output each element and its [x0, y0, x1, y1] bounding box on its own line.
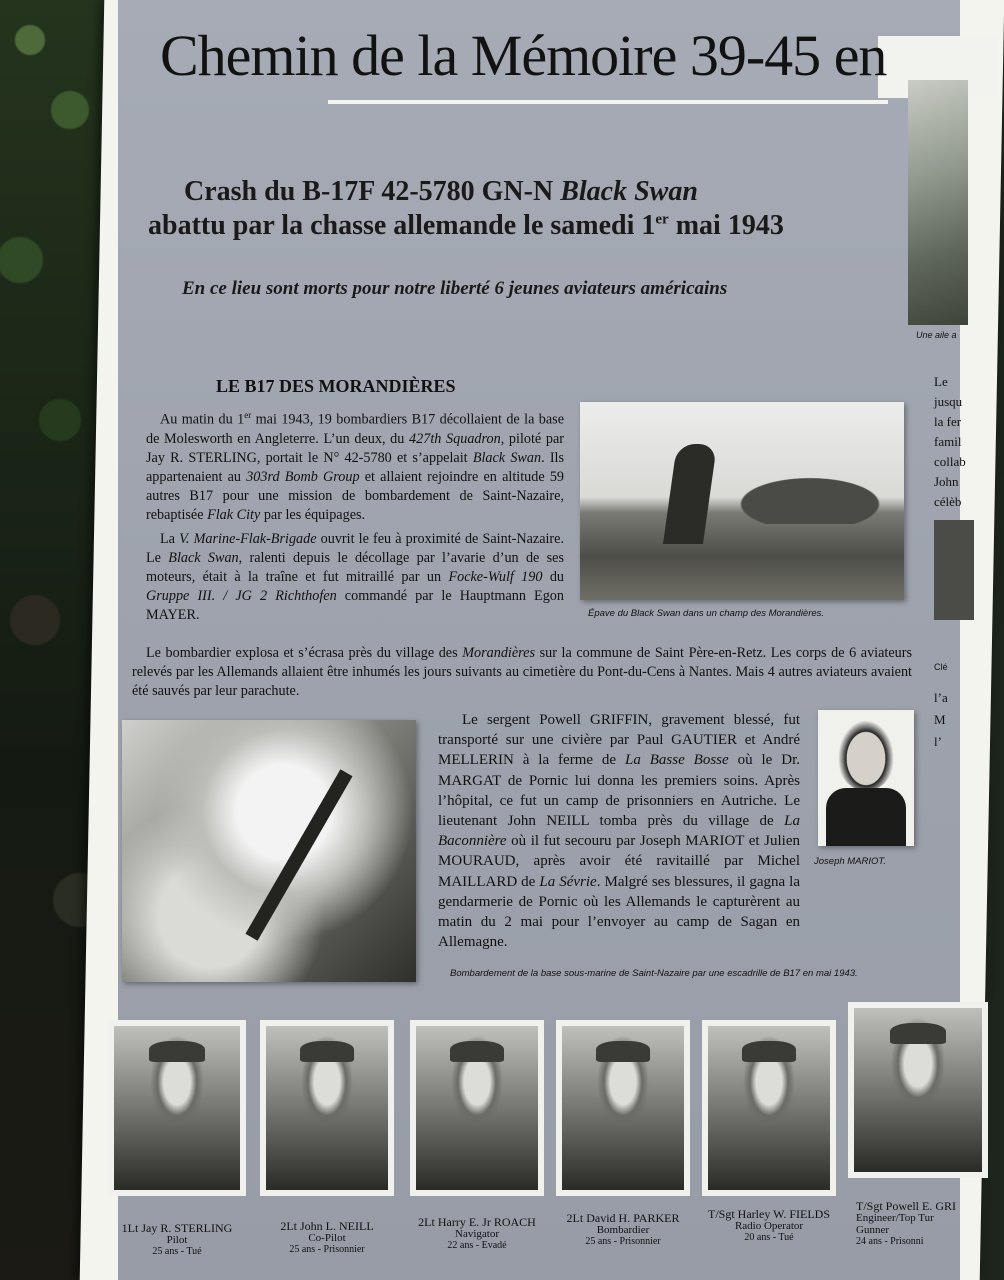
crash-heading-text: Crash du B-17F 42-5780 GN-N: [184, 176, 561, 207]
paragraph-4: Le sergent Powell GRIFFIN, gravement blessé, fut transporté sur une civière par Paul GAUTIER et André MELLERIN à la ferme de La Basse Bosse où le Dr. MARGAT de Pornic lui donna les premiers soins. Après l’hôpital, ce fut un camp de prisonniers en Autriche. Le lieutenant John NEILL tomba près du village de La Baconnière où il fut secouru par Joseph MARIOT et Julien MOURAUD, après avoir été ravitaillé par Michel MAILLARD de La Sévrie. Malgré ses blessures, il gagna la gendarmerie de Pornic où les Allemands le capturèrent au matin du 2 mai pour l’envoyer au camp de Sagan en Allemagne.: [438, 712, 801, 951]
crew-role: Navigator: [455, 1228, 499, 1240]
crew-portrait-sterling: [108, 1020, 246, 1196]
crew-portrait-roach: [410, 1020, 544, 1196]
crew-name: 1Lt Jay R. STERLING: [121, 1221, 233, 1235]
bombing-photo-caption: Bombardement de la base sous-marine de Saint-Nazaire par une escadrille de B17 en mai 1943.: [450, 968, 858, 979]
wreck-tail: [663, 444, 717, 544]
crew-name: T/Sgt Powell E. GRI: [856, 1199, 957, 1213]
right-edge-photo-caption: Une aile a: [916, 330, 957, 340]
crew-role: Bombardier: [596, 1224, 650, 1236]
crash-heading-line1: [184, 176, 698, 208]
crew-role: Engineer/Top Tur: [856, 1212, 934, 1224]
crew-role: Radio Operator: [734, 1220, 804, 1232]
crew-fate: 25 ans - Prisonnier: [585, 1236, 661, 1247]
right-clip-text: la fer: [934, 414, 962, 429]
crew-fate: 20 ans - Tué: [744, 1232, 794, 1243]
crew-name: 2Lt John L. NEILL: [280, 1219, 374, 1233]
mariot-photo: [818, 710, 914, 846]
right-clip-text: célèb: [934, 494, 962, 509]
right-clip-text: famil: [934, 434, 962, 449]
sign-title-main: Chemin de la Mémoire 39-45: [160, 23, 821, 88]
right-clip-text: jusqu: [934, 394, 963, 409]
crew-caption: [856, 1200, 990, 1248]
right-clip-photo: [934, 520, 974, 620]
crew-caption: [702, 1208, 836, 1244]
memorial-sign-panel: [118, 0, 966, 1280]
crew-portrait-fields: [702, 1020, 836, 1196]
crew-name: 2Lt Harry E. Jr ROACH: [418, 1215, 536, 1229]
crew-role: Pilot: [166, 1234, 188, 1246]
right-clip-text: l’: [934, 734, 942, 749]
crew-portrait-parker: [556, 1020, 690, 1196]
aircraft-name: Black Swan: [560, 176, 698, 207]
sign-title: [160, 22, 886, 89]
bombing-photo: [122, 720, 416, 982]
wreck-photo-caption: Épave du Black Swan dans un champ des Morandières.: [588, 608, 825, 619]
crash-heading-date: mai 1943: [668, 210, 784, 241]
crew-name: 2Lt David H. PARKER: [566, 1211, 680, 1225]
right-clip-text: collab: [934, 454, 966, 469]
ordinal-suffix: er: [655, 211, 669, 228]
crew-caption: [410, 1216, 544, 1252]
crash-heading-line2: [148, 210, 784, 242]
right-clip-caption: Clé: [934, 662, 948, 672]
bombing-plane: [245, 769, 352, 941]
wreck-trees: [730, 474, 890, 524]
crew-caption: [556, 1212, 690, 1248]
right-clip-text: l’a: [934, 690, 948, 705]
crew-portrait-neill: [260, 1020, 394, 1196]
mariot-face: [838, 720, 894, 790]
crew-fate: 25 ans - Prisonnier: [289, 1244, 365, 1255]
crew-fate: 24 ans - Prisonni: [856, 1236, 924, 1247]
crash-heading-text-2: abattu par la chasse allemande le samedi 1: [148, 210, 656, 241]
sign-title-cut: en: [833, 23, 887, 88]
crew-caption: [260, 1220, 394, 1256]
paragraph-1: Au matin du 1er mai 1943, 19 bombardiers B17 décollaient de la base de Molesworth en Angleterre. L’un deux, du 427th Squadron, piloté par Jay R. STERLING, portait le N° 42-5780 et s’appelait Black Swan. Ils appartenaient au 303rd Bomb Group et allaient rejoindre en altitude 59 autres B17 pour une mission de bombardement de Saint-Nazaire, rebaptisée Flak City par les équipages.: [146, 410, 565, 523]
crew-role-2: Gunner: [856, 1224, 889, 1236]
right-clip-text: M: [934, 712, 946, 727]
wreck-photo: [580, 402, 904, 600]
right-edge-photo: [908, 80, 968, 325]
crew-fate: 22 ans - Evadé: [447, 1240, 507, 1251]
section-title: LE B17 DES MORANDIÈRES: [216, 376, 456, 396]
crew-name: T/Sgt Harley W. FIELDS: [708, 1207, 830, 1221]
title-underline: [328, 100, 888, 104]
crew-caption: [108, 1222, 246, 1258]
crew-portrait-griffin: [848, 1002, 988, 1178]
mariot-suit: [826, 788, 906, 846]
crew-role: Co-Pilot: [308, 1232, 346, 1244]
right-clip-text: John: [934, 474, 959, 489]
paragraph-2: La V. Marine-Flak-Brigade ouvrit le feu à proximité de Saint-Nazaire. Le Black Swan, ralenti depuis le décollage par l’avarie d’un de ses moteurs, était à la traîne et fut mitraillé par un Focke-Wulf 190 du Gruppe III. / JG 2 Richthofen commandé par le Hauptmann Egon MAYER.: [146, 531, 565, 623]
memorial-line: En ce lieu sont morts pour notre liberté 6 jeunes aviateurs américains: [182, 278, 728, 299]
right-clip-text: Le: [934, 374, 948, 389]
crew-fate: 25 ans - Tué: [152, 1246, 202, 1257]
mariot-photo-caption: Joseph MARIOT.: [814, 856, 886, 867]
paragraph-3: Le bombardier explosa et s’écrasa près du village des Morandières sur la commune de Saint Père-en-Retz. Les corps de 6 aviateurs relevés par les Allemands allaient être inhumés les jours suivants au cimetière du Pont-du-Cens à Nantes. Mais 4 autres aviateurs avaient été sauvés par leur parachute.: [132, 645, 912, 699]
